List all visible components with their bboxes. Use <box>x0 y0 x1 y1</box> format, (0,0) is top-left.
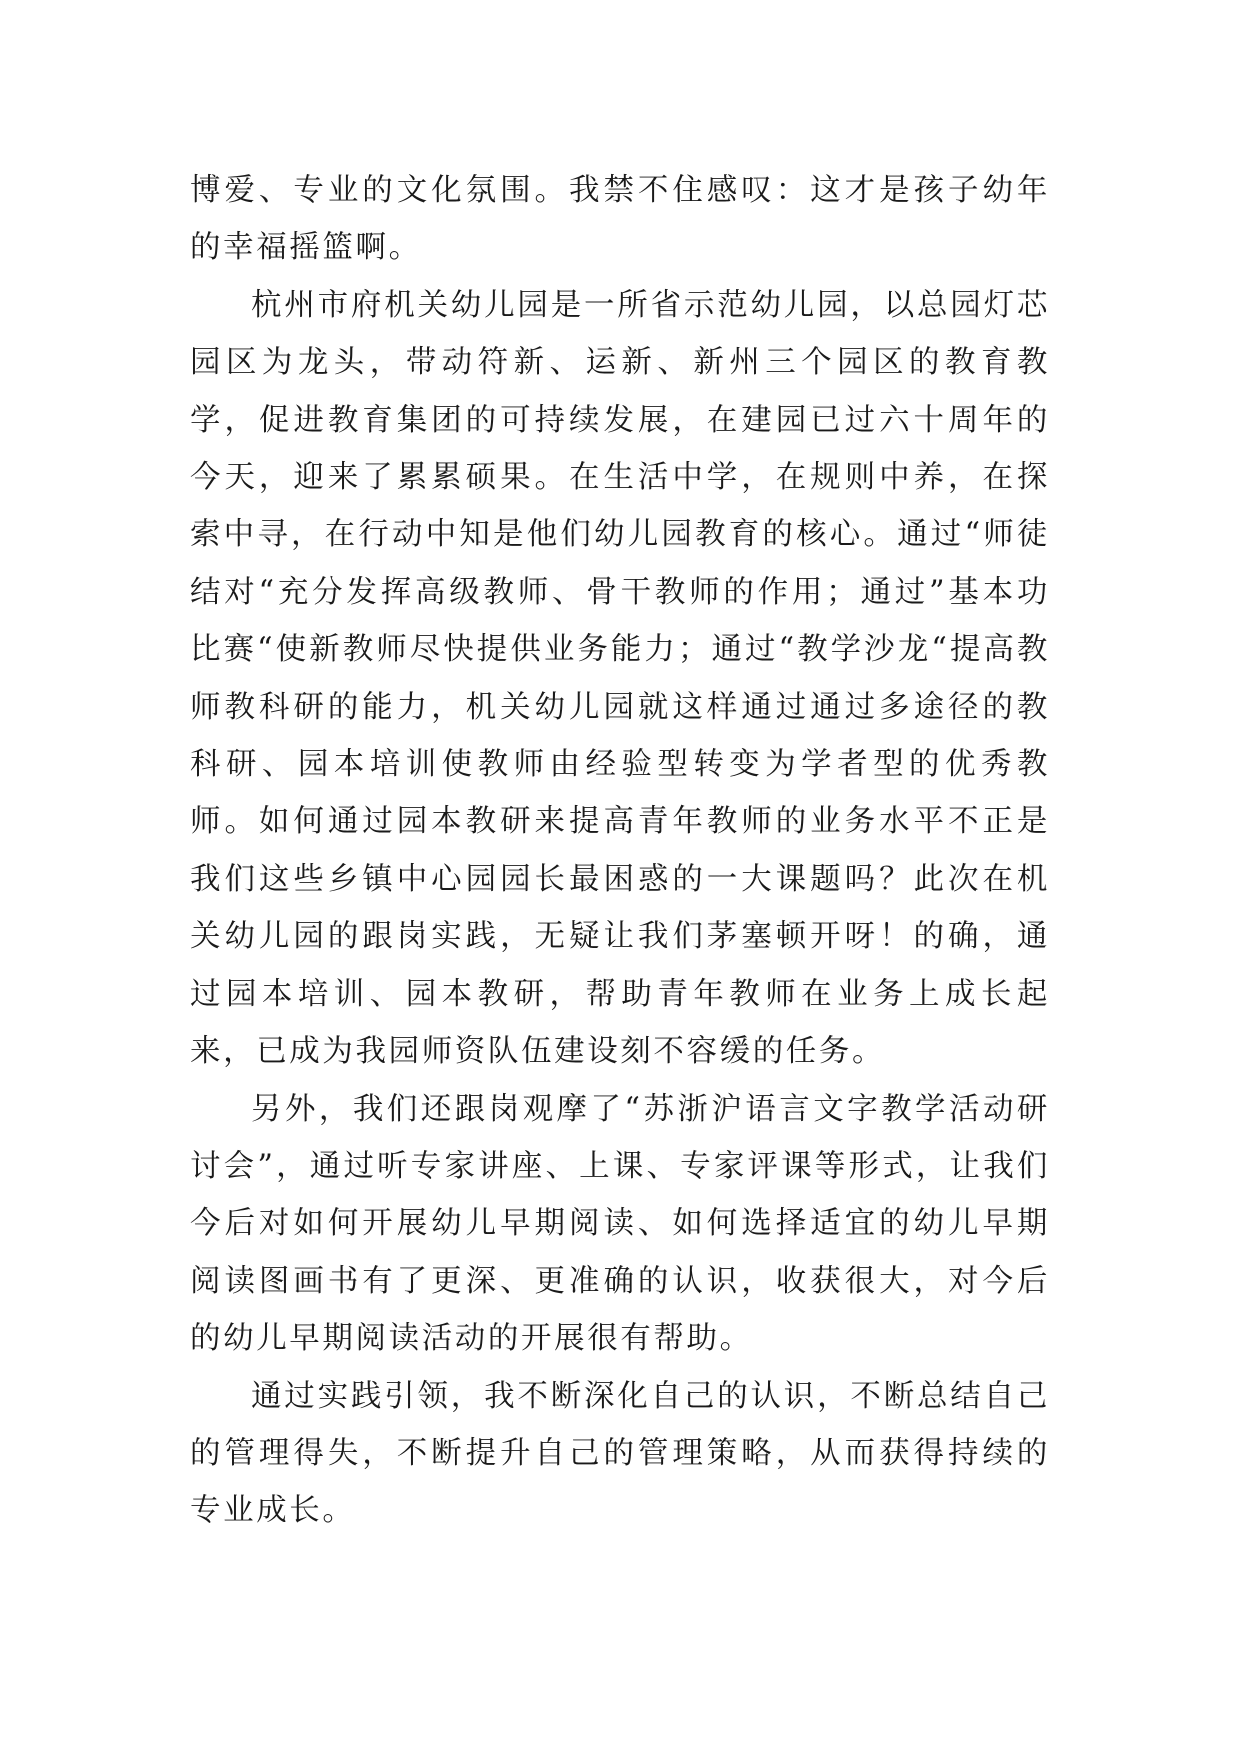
paragraph-4: 通过实践引领，我不断深化自己的认识，不断总结自己的管理得失，不断提升自己的管理策略，从而获得持续的专业成长。 <box>190 1378 1050 1529</box>
paragraph-2: 杭州市府机关幼儿园是一所省示范幼儿园，以总园灯芯园区为龙头，带动符新、运新、新州三个园区的教育教学，促进教育集团的可持续发展，在建园已过六十周年的今天，迎来了累累硕果。在生活中学，在规则中养，在探索中寻，在行动中知是他们幼儿园教育的核心。通过“师徒结对“充分发挥高级教师、骨干教师的作用；通过”基本功比赛“使新教师尽快提供业务能力；通过“教学沙龙“提高教师教科研的能力，机关幼儿园就这样通过通过多途径的教科研、园本培训使教师由经验型转变为学者型的优秀教师。如何通过园本教研来提高青年教师的业务水平不正是我们这些乡镇中心园园长最困惑的一大课题吗？此次在机关幼儿园的跟岗实践，无疑让我们茅塞顿开呀！的确，通过园本培训、园本教研，帮助青年教师在业务上成长起来，已成为我园师资队伍建设刻不容缓的任务。 <box>190 287 1050 1070</box>
document-body <box>190 162 1050 1540</box>
paragraph-3: 另外，我们还跟岗观摩了“苏浙沪语言文字教学活动研讨会”，通过听专家讲座、上课、专家评课等形式，让我们今后对如何开展幼儿早期阅读、如何选择适宜的幼儿早期阅读图画书有了更深、更准确的认识，收获很大，对今后的幼儿早期阅读活动的开展很有帮助。 <box>190 1091 1050 1357</box>
paragraph-1: 博爱、专业的文化氛围。我禁不住感叹：这才是孩子幼年的幸福摇篮啊。 <box>190 173 1050 266</box>
